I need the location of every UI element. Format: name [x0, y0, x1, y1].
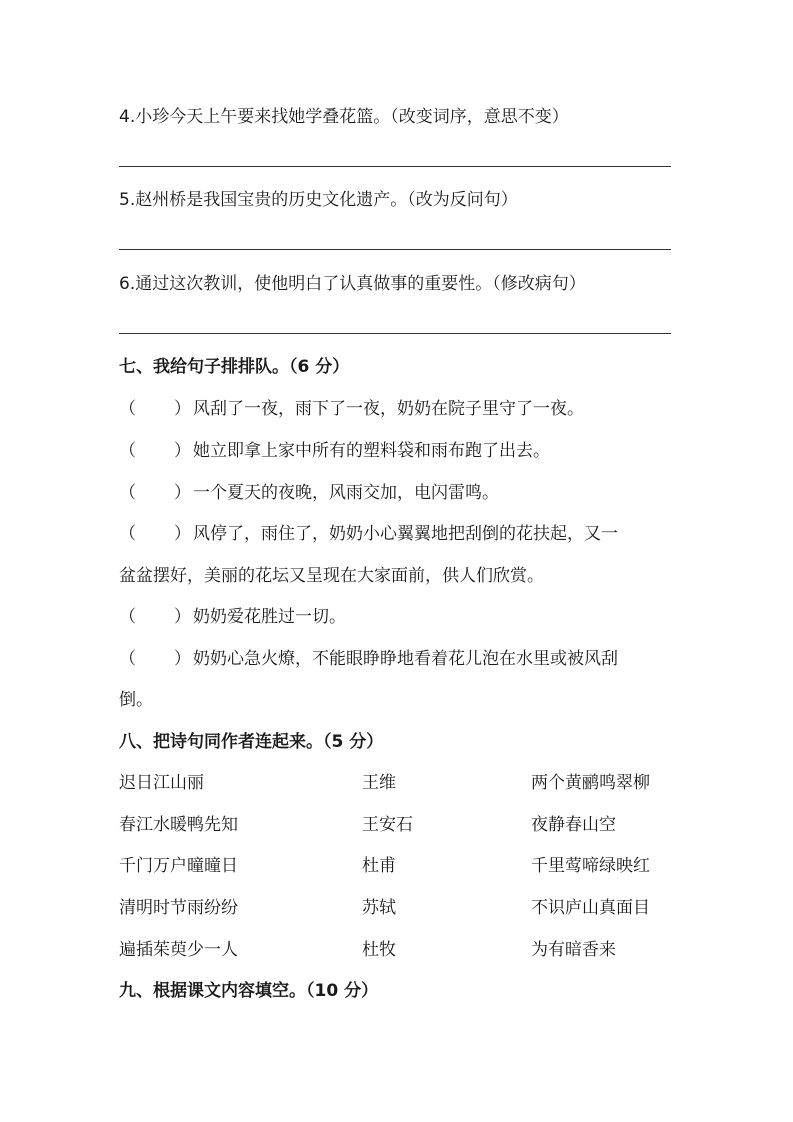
paren-close: ）	[174, 524, 191, 544]
sort-item	[119, 605, 346, 629]
question-4: 4.小珍今天上午要来找她学叠花篮。（改变词序，意思不变）	[119, 107, 569, 127]
sort-item-text: 她立即拿上家中所有的塑料袋和雨布跑了出去。	[193, 441, 550, 461]
poet-name: 杜甫	[362, 856, 396, 876]
poem-line: 为有暗香来	[531, 940, 616, 960]
sort-item	[119, 439, 550, 463]
poem-line: 迟日江山丽	[119, 773, 204, 793]
answer-line-6	[119, 333, 671, 334]
paren-open: （	[119, 607, 136, 627]
paren-open: （	[119, 649, 136, 669]
question-5: 5.赵州桥是我国宝贵的历史文化遗产。（改为反问句）	[119, 190, 518, 210]
sort-item	[119, 481, 499, 505]
poet-name: 苏轼	[362, 898, 396, 918]
sort-item-text: 奶奶心急火燎，不能眼睁睁地看着花儿泡在水里或被风刮	[193, 649, 618, 669]
poem-line: 不识庐山真面目	[531, 898, 650, 918]
answer-line-5	[119, 249, 671, 250]
poet-name: 王维	[362, 773, 396, 793]
poem-line: 千门万户曈曈日	[119, 856, 238, 876]
paren-close: ）	[174, 649, 191, 669]
sort-item-text: 奶奶爱花胜过一切。	[193, 607, 346, 627]
poem-line: 夜静春山空	[531, 815, 616, 835]
sort-item	[119, 522, 618, 546]
paren-open: （	[119, 524, 136, 544]
paren-open: （	[119, 483, 136, 503]
sort-item-text: 风刮了一夜，雨下了一夜，奶奶在院子里守了一夜。	[193, 399, 584, 419]
paren-close: ）	[174, 607, 191, 627]
paren-close: ）	[174, 441, 191, 461]
section-9-title: 九、根据课文内容填空。（10 分）	[119, 981, 379, 1001]
poet-name: 王安石	[362, 815, 413, 835]
section-7-title: 七、我给句子排排队。（6 分）	[119, 357, 350, 377]
paren-close: ）	[174, 483, 191, 503]
sort-item-continuation: 盆盆摆好，美丽的花坛又呈现在大家面前，供人们欣赏。	[119, 566, 544, 586]
poet-name: 杜牧	[362, 940, 396, 960]
sort-item-text: 风停了，雨住了，奶奶小心翼翼地把刮倒的花扶起，又一	[193, 524, 618, 544]
sort-item-text: 一个夏天的夜晚，风雨交加，电闪雷鸣。	[193, 483, 499, 503]
question-6: 6.通过这次教训，使他明白了认真做事的重要性。（修改病句）	[119, 274, 586, 294]
poem-line: 春江水暖鸭先知	[119, 815, 238, 835]
answer-line-4	[119, 166, 671, 167]
poem-line: 两个黄鹂鸣翠柳	[531, 773, 650, 793]
sort-item	[119, 397, 584, 421]
paren-close: ）	[174, 399, 191, 419]
sort-item	[119, 647, 618, 671]
paren-open: （	[119, 399, 136, 419]
sort-item-continuation: 倒。	[119, 690, 153, 710]
section-8-title: 八、把诗句同作者连起来。（5 分）	[119, 732, 384, 752]
poem-line: 遍插茱萸少一人	[119, 940, 238, 960]
poem-line: 清明时节雨纷纷	[119, 898, 238, 918]
poem-line: 千里莺啼绿映红	[531, 856, 650, 876]
paren-open: （	[119, 441, 136, 461]
